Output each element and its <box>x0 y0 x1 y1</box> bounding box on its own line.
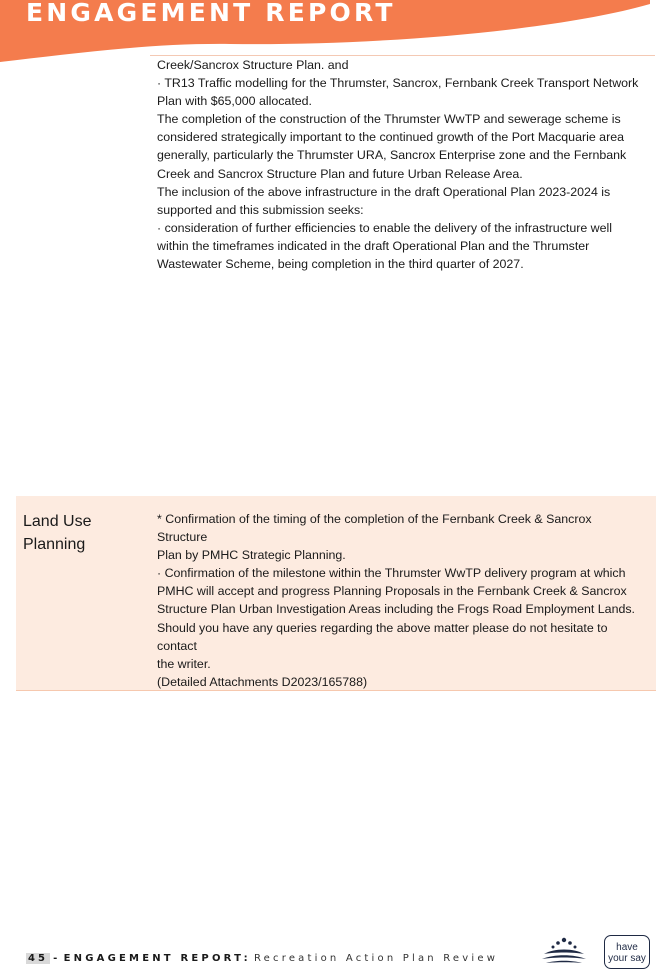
category-label: Land Use Planning <box>23 513 92 553</box>
response-paragraph: The completion of the construction of the Thrumster WwTP and sewerage scheme is considered strategically important to the continued growth of the Port Macquarie area generally, particularly the Thrumster URA, Sancrox Enterprise zone and the Fernbank Creek and Sancrox Structure Plan and future Urban Release Area. <box>157 112 627 181</box>
page-number: 45 <box>28 953 48 964</box>
response-paragraph: The inclusion of the above infrastructure in the draft Operational Plan 2023-2024 is supported and this submission seeks: <box>157 184 611 217</box>
table-row-land-use <box>16 496 656 691</box>
table-row-continued <box>16 56 656 496</box>
page-footer <box>26 953 498 964</box>
response-cell <box>157 510 642 691</box>
report-title: ENGAGEMENT REPORT <box>26 0 396 27</box>
response-paragraph: · consideration of further efficiencies to enable the delivery of the infrastructure well within the timeframes indicated in the draft Operational Plan and the Thrumster Wastewater Scheme, being completion in the third quarter of 2027. <box>157 220 613 272</box>
have-your-say-logo-icon <box>604 935 650 969</box>
response-cell <box>157 56 642 273</box>
response-paragraph: * Confirmation of the timing of the completion of the Fernbank Creek & Sancrox Structure <box>157 512 592 545</box>
response-paragraph: Plan by PMHC Strategic Planning. <box>157 548 346 563</box>
response-paragraph: the writer. <box>157 656 211 671</box>
footer-subtitle: Recreation Action Plan Review <box>253 953 499 964</box>
response-paragraph: · TR13 Traffic modelling for the Thrumster, Sancrox, Fernbank Creek Transport Network Plan with $65,000 allocated. <box>157 76 639 109</box>
response-paragraph: (Detailed Attachments D2023/165788) <box>157 674 368 689</box>
footer-separator: - <box>53 953 61 964</box>
response-paragraph: Should you have any queries regarding the above matter please do not hesitate to contact <box>157 620 608 653</box>
response-paragraph: Creek/Sancrox Structure Plan. and <box>157 58 349 72</box>
logo-text: your say <box>608 953 646 964</box>
response-paragraph: · Confirmation of the milestone within the Thrumster WwTP delivery program at which PMHC will accept and progress Planning Proposals in the Fernbank Creek & Sancrox Structure Plan Urban Investigation Areas including the Frogs Road Employment Lands. <box>157 566 635 617</box>
logo-text: have <box>616 942 638 953</box>
port-macquarie-logo-icon <box>536 934 592 970</box>
footer-section: ENGAGEMENT REPORT: <box>63 953 251 964</box>
